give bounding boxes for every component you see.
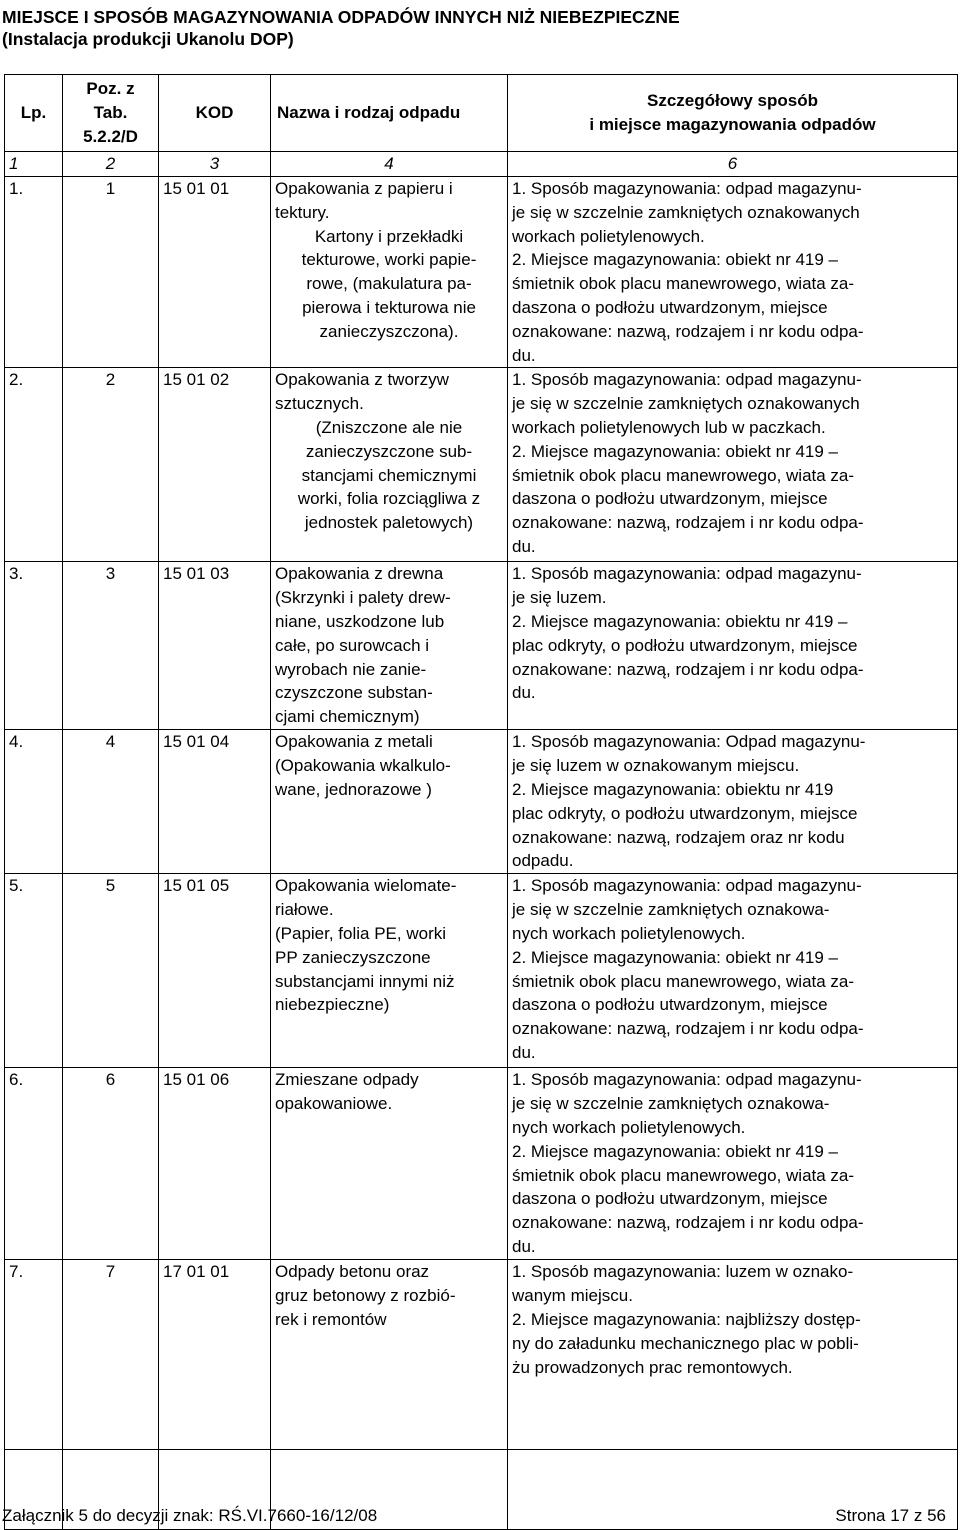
storage-description-line: żu prowadzonych prac remontowych.	[512, 1357, 793, 1377]
waste-name-line: opakowaniowe.	[275, 1094, 393, 1114]
waste-name-line: Opakowania wielomate-	[275, 876, 457, 896]
storage-description-line: oznakowane: nazwą, rodzajem i nr kodu odpa-	[512, 659, 864, 679]
header-poz	[63, 75, 159, 152]
storage-description-line: plac odkryty, o podłożu utwardzonym, miejsce	[512, 803, 858, 823]
row-storage-description	[508, 177, 958, 368]
storage-description-line: je się w szczelnie zamkniętych oznakowa-	[512, 1094, 830, 1114]
storage-description-line: 1. Sposób magazynowania: odpad magazynu-	[512, 564, 862, 584]
row-kod: 15 01 03	[159, 562, 271, 730]
storage-description-line: workach polietylenowych lub w paczkach.	[512, 417, 826, 437]
waste-name-detail-line: rowe, (makulatura pa-	[306, 274, 472, 294]
row-lp: 4.	[5, 730, 63, 874]
waste-name-line: Opakowania z papieru i	[275, 179, 453, 198]
storage-description-line: śmietnik obok placu manewrowego, wiata za-	[512, 971, 855, 991]
waste-name-detail-line: zanieczyszczona).	[319, 321, 459, 341]
header-desc-line: i miejsce magazynowania odpadów	[589, 115, 876, 134]
row-poz: 6	[63, 1068, 159, 1260]
waste-name-line: całe, po surowcach i	[275, 635, 430, 655]
storage-description-line: du.	[512, 683, 536, 703]
column-number: 3	[159, 152, 271, 177]
waste-name-line: Opakowania z metali	[275, 732, 433, 752]
storage-description-line: śmietnik obok placu manewrowego, wiata za-	[512, 465, 855, 485]
waste-name-line: tektury.	[275, 202, 330, 222]
storage-description-line: daszona o podłożu utwardzonym, miejsce	[512, 1189, 828, 1209]
storage-description-line: śmietnik obok placu manewrowego, wiata za-	[512, 274, 855, 294]
storage-description-line: 2. Miejsce magazynowania: obiekt nr 419 –	[512, 441, 839, 461]
table-body	[5, 177, 958, 1530]
waste-storage-table	[4, 74, 958, 1530]
row-waste-name	[271, 874, 508, 1068]
storage-description-line: oznakowane: nazwą, rodzajem oraz nr kodu	[512, 827, 845, 847]
header-lp: Lp.	[5, 75, 63, 152]
storage-description-line: 1. Sposób magazynowania: luzem w oznako-	[512, 1262, 854, 1282]
storage-description-line: daszona o podłożu utwardzonym, miejsce	[512, 489, 828, 509]
row-lp: 6.	[5, 1068, 63, 1260]
row-waste-name	[271, 730, 508, 874]
storage-description-line: nych workach polietylenowych.	[512, 923, 746, 943]
row-storage-description	[508, 730, 958, 874]
waste-name-line: (Opakowania wkalkulo-	[275, 756, 451, 776]
waste-name-line: (Papier, folia PE, worki	[275, 923, 447, 943]
storage-description-line: du.	[512, 1042, 536, 1062]
row-lp: 7.	[5, 1260, 63, 1450]
waste-name-line: wane, jednorazowe )	[275, 779, 432, 799]
storage-description-line: ny do załadunku mechanicznego plac w pobli-	[512, 1333, 859, 1353]
row-waste-name	[271, 1068, 508, 1260]
row-lp: 3.	[5, 562, 63, 730]
storage-description-line: daszona o podłożu utwardzonym, miejsce	[512, 995, 828, 1015]
waste-name-line: Odpady betonu oraz	[275, 1262, 430, 1282]
storage-description-line: oznakowane: nazwą, rodzajem i nr kodu odpa-	[512, 513, 864, 533]
storage-description-line: du.	[512, 1236, 536, 1256]
header-desc-line: Szczegółowy sposób	[647, 91, 818, 111]
storage-description-line: 1. Sposób magazynowania: Odpad magazynu-	[512, 732, 866, 752]
waste-name-line: riałowe.	[275, 900, 334, 920]
row-waste-name	[271, 1260, 508, 1450]
row-kod: 15 01 04	[159, 730, 271, 874]
storage-description-line: 2. Miejsce magazynowania: obiekt nr 419 –	[512, 947, 839, 967]
waste-name-line: Opakowania z tworzyw	[275, 370, 449, 390]
waste-name-line: sztucznych.	[275, 394, 364, 414]
storage-description-line: du.	[512, 536, 536, 556]
table-header-row	[5, 75, 958, 152]
storage-description-line: odpadu.	[512, 851, 574, 871]
waste-name-detail-line: (Zniszczone ale nie	[315, 417, 463, 437]
table-row	[5, 1068, 958, 1260]
row-kod: 15 01 01	[159, 177, 271, 368]
header-name: Nazwa i rodzaj odpadu	[271, 75, 508, 152]
storage-description-line: je się w szczelnie zamkniętych oznakowanych	[512, 394, 860, 414]
header-poz-line: Tab.	[93, 103, 128, 123]
row-storage-description	[508, 1068, 958, 1260]
row-storage-description	[508, 368, 958, 562]
column-number: 1	[5, 152, 63, 177]
waste-name-line: cjami chemicznym)	[275, 707, 420, 727]
waste-name-line: (Skrzynki i palety drew-	[275, 588, 451, 608]
storage-description-line: 2. Miejsce magazynowania: obiektu nr 419	[512, 779, 834, 799]
storage-description-line: plac odkryty, o podłożu utwardzonym, miejsce	[512, 635, 858, 655]
waste-name-line: czyszczone substan-	[275, 683, 433, 703]
storage-description-line: 1. Sposób magazynowania: odpad magazynu-	[512, 876, 862, 896]
table-row	[5, 562, 958, 730]
header-poz-line: Poz. z	[86, 79, 135, 99]
waste-name-detail-line: pierowa i tekturowa nie	[302, 297, 476, 317]
column-number: 2	[63, 152, 159, 177]
storage-description-line: daszona o podłożu utwardzonym, miejsce	[512, 297, 828, 317]
column-number: 6	[508, 152, 958, 177]
footer-page-number: Strona 17 z 56	[835, 1506, 946, 1525]
storage-description-line: je się w szczelnie zamkniętych oznakowa-	[512, 900, 830, 920]
storage-description-line: śmietnik obok placu manewrowego, wiata za-	[512, 1165, 855, 1185]
row-storage-description	[508, 874, 958, 1068]
column-number-row	[5, 152, 958, 177]
waste-name-detail-line: tekturowe, worki papie-	[301, 250, 477, 270]
waste-name-line: PP zanieczyszczone	[275, 947, 431, 967]
header-desc	[508, 75, 958, 152]
waste-name-detail-line: Kartony i przekładki	[314, 226, 464, 246]
storage-description-line: workach polietylenowych.	[512, 226, 705, 246]
row-poz: 1	[63, 177, 159, 368]
row-kod: 15 01 02	[159, 368, 271, 562]
document-title-line-1: MIEJSCE I SPOSÓB MAGAZYNOWANIA ODPADÓW INNYCH NIŻ NIEBEZPIECZNE	[2, 7, 680, 27]
row-lp: 2.	[5, 368, 63, 562]
row-kod: 17 01 01	[159, 1260, 271, 1450]
storage-description-line: oznakowane: nazwą, rodzajem i nr kodu odpa-	[512, 321, 864, 341]
table-row	[5, 874, 958, 1068]
header-poz-line: 5.2.2/D	[83, 126, 138, 146]
waste-name-line: rek i remontów	[275, 1309, 387, 1329]
header-kod: KOD	[159, 75, 271, 152]
row-kod: 15 01 05	[159, 874, 271, 1068]
storage-description-line: 2. Miejsce magazynowania: obiektu nr 419 –	[512, 611, 848, 631]
storage-description-line: je się w szczelnie zamkniętych oznakowanych	[512, 202, 860, 222]
storage-description-line: 2. Miejsce magazynowania: obiekt nr 419 –	[512, 250, 839, 270]
waste-name-line: Zmieszane odpady	[275, 1070, 419, 1090]
storage-description-line: oznakowane: nazwą, rodzajem i nr kodu odpa-	[512, 1213, 864, 1233]
row-poz: 3	[63, 562, 159, 730]
table-row	[5, 368, 958, 562]
row-lp: 5.	[5, 874, 63, 1068]
waste-name-line: Opakowania z drewna	[275, 564, 444, 584]
waste-name-line: substancjami innymi niż	[275, 971, 455, 991]
table-row	[5, 730, 958, 874]
row-storage-description	[508, 562, 958, 730]
storage-description-line: oznakowane: nazwą, rodzajem i nr kodu odpa-	[512, 1019, 864, 1039]
row-storage-description	[508, 1260, 958, 1450]
storage-description-line: du.	[512, 345, 536, 365]
table-row	[5, 177, 958, 368]
table-row	[5, 1260, 958, 1450]
storage-description-line: 1. Sposób magazynowania: odpad magazynu-	[512, 370, 862, 390]
row-poz: 4	[63, 730, 159, 874]
storage-description-line: je się luzem.	[512, 588, 607, 608]
row-waste-name	[271, 177, 508, 368]
waste-name-detail-line: stancjami chemicznymi	[301, 465, 477, 485]
waste-name-line: wyrobach nie zanie-	[275, 659, 427, 679]
footer-reference: Załącznik 5 do decyzji znak: RŚ.VI.7660-16/12/08	[2, 1506, 378, 1525]
storage-description-line: 1. Sposób magazynowania: odpad magazynu-	[512, 179, 862, 198]
storage-description-line: 1. Sposób magazynowania: odpad magazynu-	[512, 1070, 862, 1090]
row-waste-name	[271, 368, 508, 562]
waste-name-line: niane, uszkodzone lub	[275, 611, 445, 631]
row-lp: 1.	[5, 177, 63, 368]
storage-description-line: 2. Miejsce magazynowania: obiekt nr 419 –	[512, 1141, 839, 1161]
storage-description-line: nych workach polietylenowych.	[512, 1117, 746, 1137]
waste-name-detail-line: jednostek paletowych)	[304, 513, 474, 533]
row-poz: 5	[63, 874, 159, 1068]
document-title-line-2: (Instalacja produkcji Ukanolu DOP)	[2, 29, 294, 49]
storage-description-line: je się luzem w oznakowanym miejscu.	[512, 756, 800, 776]
waste-name-line: gruz betonowy z rozbió-	[275, 1286, 456, 1306]
storage-description-line: 2. Miejsce magazynowania: najbliższy dostęp-	[512, 1309, 861, 1329]
row-poz: 7	[63, 1260, 159, 1450]
waste-name-line: niebezpieczne)	[275, 995, 390, 1015]
column-number: 4	[271, 152, 508, 177]
row-kod: 15 01 06	[159, 1068, 271, 1260]
row-waste-name	[271, 562, 508, 730]
document-title	[2, 6, 680, 50]
waste-name-detail-line: worki, folia rozciągliwa z	[297, 489, 481, 509]
storage-description-line: wanym miejscu.	[512, 1286, 633, 1306]
waste-name-detail-line: zanieczyszczone sub-	[305, 441, 473, 461]
row-poz: 2	[63, 368, 159, 562]
